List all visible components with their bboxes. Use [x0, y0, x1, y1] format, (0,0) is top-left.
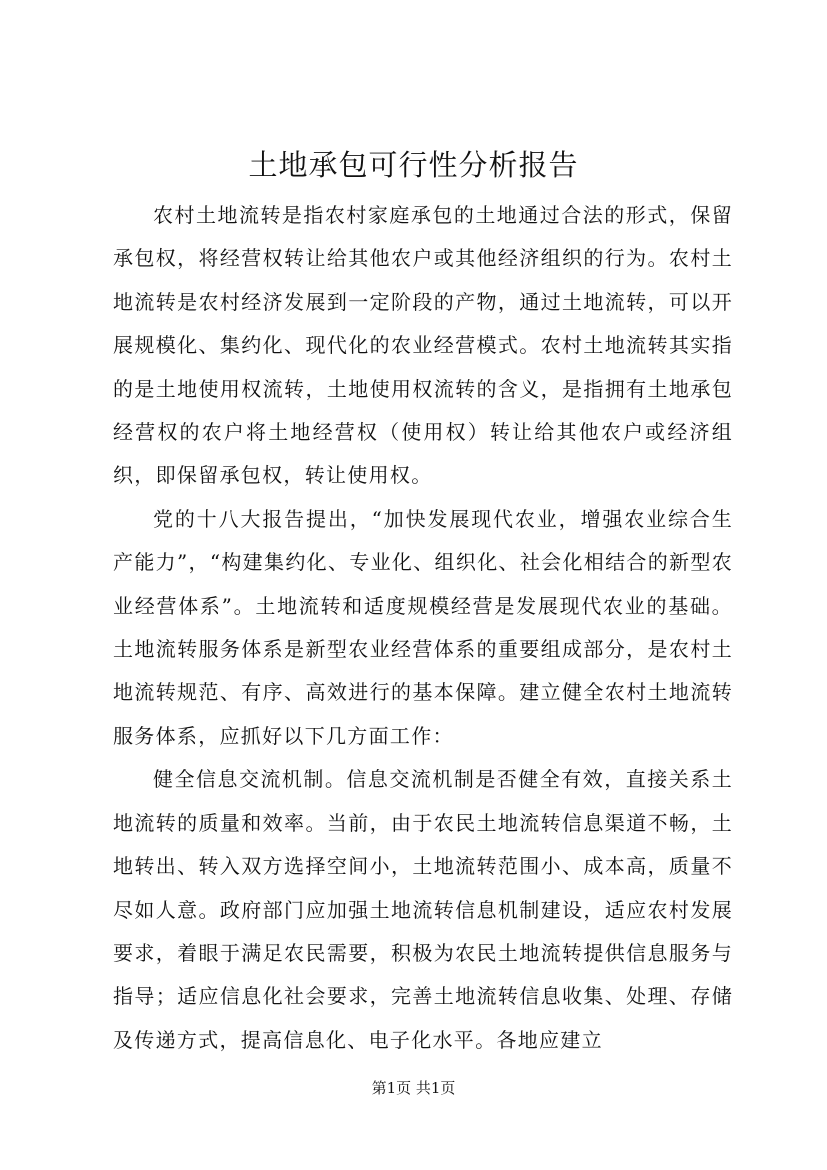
document-body	[113, 194, 733, 1062]
paragraph-2: 党的十八大报告提出，“加快发展现代农业，增强农业综合生产能力”，“构建集约化、专业化、组织化、社会化相结合的新型农业经营体系”。土地流转和适度规模经营是发展现代农业的基础。土地流转服务体系是新型农业经营体系的重要组成部分，是农村土地流转规范、有序、高效进行的基本保障。建立健全农村土地流转服务体系，应抓好以下几方面工作：	[113, 506, 733, 748]
paragraph-3: 健全信息交流机制。信息交流机制是否健全有效，直接关系土地流转的质量和效率。当前，由于农民土地流转信息渠道不畅，土地转出、转入双方选择空间小，土地流转范围小、成本高，质量不尽如人意。政府部门应加强土地流转信息机制建设，适应农村发展要求，着眼于满足农民需要，积极为农民土地流转提供信息服务与指导；适应信息化社会要求，完善土地流转信息收集、处理、存储及传递方式，提高信息化、电子化水平。各地应建立	[113, 767, 733, 1052]
page-footer: 第1页 共1页	[371, 1079, 456, 1097]
document-title: 土地承包可行性分析报告	[248, 148, 579, 182]
paragraph-1: 农村土地流转是指农村家庭承包的土地通过合法的形式，保留承包权，将经营权转让给其他农户或其他经济组织的行为。农村土地流转是农村经济发展到一定阶段的产物，通过土地流转，可以开展规模化、集约化、现代化的农业经营模式。农村土地流转其实指的是土地使用权流转，土地使用权流转的含义，是指拥有土地承包经营权的农户将土地经营权（使用权）转让给其他农户或经济组织，即保留承包权，转让使用权。	[113, 203, 733, 488]
